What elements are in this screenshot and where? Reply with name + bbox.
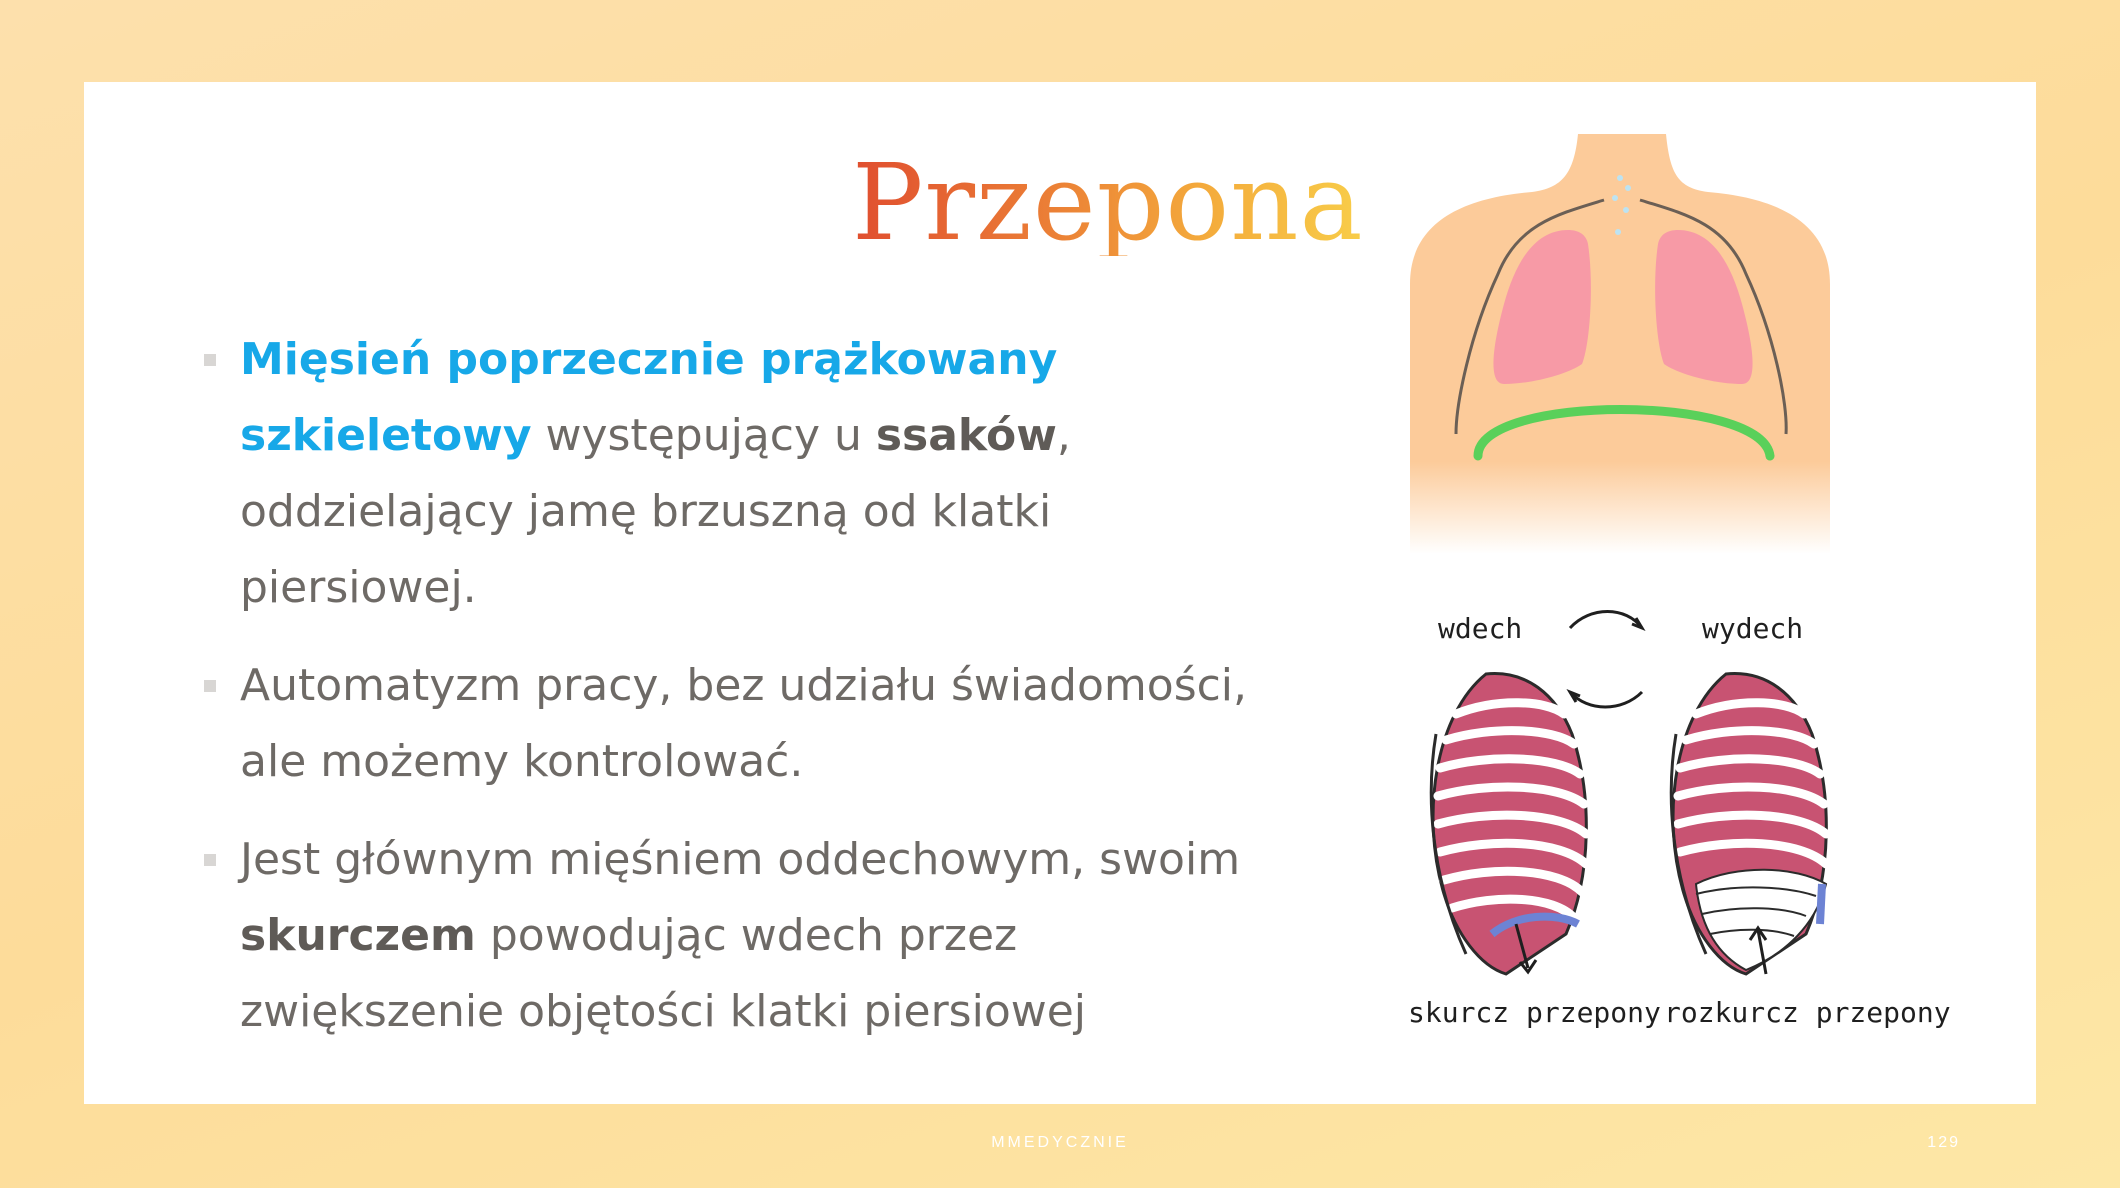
bullet-list xyxy=(198,322,1258,1072)
ribcage-relaxed xyxy=(1671,674,1826,974)
bullet-item xyxy=(198,322,1258,626)
bullet-text-segment: Mięsień poprzecznie prążkowany szkieletowy xyxy=(240,334,1058,461)
footer-brand: MMEDYCZNIE xyxy=(991,1134,1129,1151)
slide-title: Przepona xyxy=(852,141,1364,264)
ribcage-contracted xyxy=(1431,674,1586,974)
cycle-arrow-top xyxy=(1570,612,1642,629)
bullet-text-segment: Jest głównym mięśniem oddechowym, swoim xyxy=(240,834,1241,885)
label-exhale: wydech xyxy=(1702,612,1804,645)
caption-relaxed: rozkurcz przepony xyxy=(1664,996,1951,1029)
cycle-arrow-bottom xyxy=(1570,692,1642,707)
bullet-marker-icon xyxy=(204,854,216,866)
bullet-marker-icon xyxy=(204,354,216,366)
bullet-text-segment: skurczem xyxy=(240,910,476,961)
bullet-text-segment: występujący u xyxy=(531,410,876,461)
bullet-text-segment: ssaków xyxy=(875,410,1057,461)
label-inhale: wdech xyxy=(1438,612,1523,645)
page-number: 129 xyxy=(1927,1134,1960,1151)
bullet-text-segment: , oddzielający jamę brzuszną od klatki piersiowej. xyxy=(240,410,1071,613)
bullet-marker-icon xyxy=(204,680,216,692)
caption-contracted: skurcz przepony xyxy=(1408,996,1661,1029)
bullet-text-segment: powodując wdech przez zwiększenie objętości klatki piersiowej xyxy=(240,910,1087,1037)
bullet-text-segment: Automatyzm pracy, bez udziału świadomości, ale możemy kontrolować. xyxy=(240,660,1248,787)
breathing-diagram xyxy=(1396,594,1951,1044)
bullet-item xyxy=(198,822,1258,1050)
bullet-item xyxy=(198,648,1258,800)
torso-lungs-illustration xyxy=(1408,134,1832,554)
